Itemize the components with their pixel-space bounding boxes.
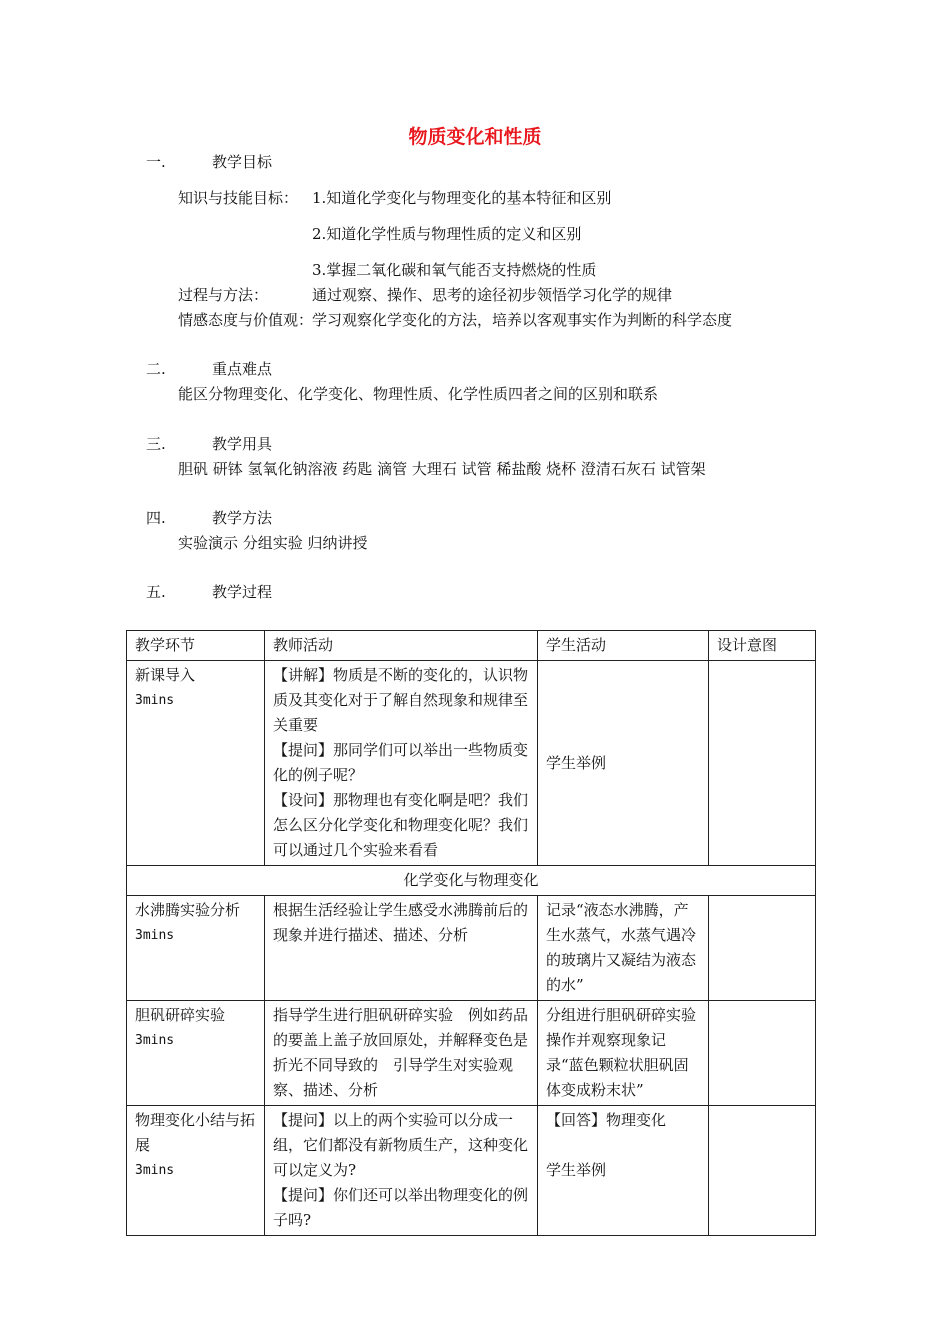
- student-cell: [538, 1001, 709, 1106]
- teacher-activity: 【讲解】物质是不断的变化的，认识物质及其变化对于了解自然现象和规律至关重要: [273, 666, 529, 734]
- stage-time: 3mins: [135, 928, 175, 943]
- stage-cell: [127, 1106, 265, 1236]
- teacher-cell: [265, 1001, 538, 1106]
- teacher-activity: 【设问】那物理也有变化啊是吧？我们怎么区分化学变化和物理变化呢？我们可以通过几个实验来看看: [273, 791, 529, 859]
- document-title: 物质变化和性质: [408, 126, 542, 148]
- section-4-number: 四.: [146, 509, 166, 527]
- header-design-intent: 设计意图: [709, 631, 816, 661]
- student-activity: 学生举例: [546, 1161, 607, 1179]
- student-cell: [538, 896, 709, 1001]
- teacher-cell: [265, 661, 538, 866]
- table-row: [127, 661, 816, 866]
- teacher-activity: 【提问】那同学们可以举出一些物质变化的例子呢？: [273, 741, 529, 784]
- intent-cell: [709, 661, 816, 866]
- section-2-heading: 重点难点: [212, 360, 273, 378]
- table-row: [127, 1106, 816, 1236]
- section-5-heading: 教学过程: [212, 583, 273, 601]
- key-points-text: 能区分物理变化、化学变化、物理性质、化学性质四者之间的区别和联系: [178, 385, 659, 403]
- student-activity: 学生举例: [546, 753, 607, 772]
- stage-time: 3mins: [135, 1163, 175, 1178]
- stage-cell: [127, 661, 265, 866]
- knowledge-label: 知识与技能目标：: [178, 189, 299, 207]
- stage-cell: [127, 1001, 265, 1106]
- stage-cell: [127, 896, 265, 1001]
- section-5-number: 五.: [146, 583, 166, 601]
- student-activity: 记录“液态水沸腾，产生水蒸气，水蒸气遇冷的玻璃片又凝结为液态的水”: [546, 901, 697, 994]
- process-text: 通过观察、操作、思考的途径初步领悟学习化学的规律: [312, 286, 673, 304]
- table-header-row: [127, 631, 816, 661]
- stage-name: 新课导入: [135, 666, 196, 684]
- table-row: [127, 1001, 816, 1106]
- knowledge-objective-2: 2.知道化学性质与物理性质的定义和区别: [312, 225, 582, 243]
- teacher-cell: [265, 896, 538, 1001]
- header-stage: 教学环节: [127, 631, 265, 661]
- intent-cell: [709, 1106, 816, 1236]
- stage-name: 物理变化小结与拓展: [135, 1111, 256, 1154]
- teacher-activity: 【提问】以上的两个实验可以分成一组，它们都没有新物质生产，这种变化可以定义为?: [273, 1111, 529, 1179]
- process-label: 过程与方法：: [178, 286, 269, 304]
- lesson-process-table: [126, 630, 816, 1236]
- emotion-label: 情感态度与价值观：: [178, 311, 314, 329]
- section-row-label: 化学变化与物理变化: [127, 866, 816, 896]
- stage-name: 胆矾研碎实验: [135, 1006, 226, 1024]
- section-4-heading: 教学方法: [212, 509, 273, 527]
- section-1-number: 一.: [146, 153, 166, 171]
- knowledge-objective-3: 3.掌握二氧化碳和氧气能否支持燃烧的性质: [312, 261, 597, 279]
- teacher-activity: 指导学生进行胆矾研碎实验 例如药品的要盖上盖子放回原处，并解释变色是折光不同导致的 引导学生对实验观察、描述、分析: [273, 1006, 529, 1099]
- emotion-text: 学习观察化学变化的方法，培养以客观事实作为判断的科学态度: [312, 311, 733, 329]
- intent-cell: [709, 1001, 816, 1106]
- student-cell: [538, 661, 709, 866]
- section-2-number: 二.: [146, 360, 166, 378]
- section-1-heading: 教学目标: [212, 153, 273, 171]
- teacher-cell: [265, 1106, 538, 1236]
- table-row: [127, 896, 816, 1001]
- teacher-activity: 【提问】你们还可以举出物理变化的例子吗?: [273, 1186, 529, 1229]
- stage-time: 3mins: [135, 1033, 175, 1048]
- teacher-activity: 根据生活经验让学生感受水沸腾前后的现象并进行描述、描述、分析: [273, 901, 529, 944]
- section-3-heading: 教学用具: [212, 435, 273, 453]
- student-cell: [538, 1106, 709, 1236]
- table-section-row: [127, 866, 816, 896]
- stage-time: 3mins: [135, 693, 175, 708]
- section-3-number: 三.: [146, 435, 166, 453]
- stage-name: 水沸腾实验分析: [135, 901, 241, 919]
- student-activity: 【回答】物理变化: [546, 1111, 667, 1129]
- header-student-activity: 学生活动: [538, 631, 709, 661]
- cell-spacer: [546, 1133, 700, 1158]
- student-activity: 分组进行胆矾研碎实验操作并观察现象记录“蓝色颗粒状胆矾固体变成粉末状”: [546, 1006, 697, 1099]
- tools-text: 胆矾 研钵 氢氧化钠溶液 药匙 滴管 大理石 试管 稀盐酸 烧杯 澄清石灰石 试管架: [178, 460, 706, 478]
- methods-text: 实验演示 分组实验 归纳讲授: [178, 534, 368, 552]
- header-teacher-activity: 教师活动: [265, 631, 538, 661]
- intent-cell: [709, 896, 816, 1001]
- knowledge-objective-1: 1.知道化学变化与物理变化的基本特征和区别: [312, 189, 612, 207]
